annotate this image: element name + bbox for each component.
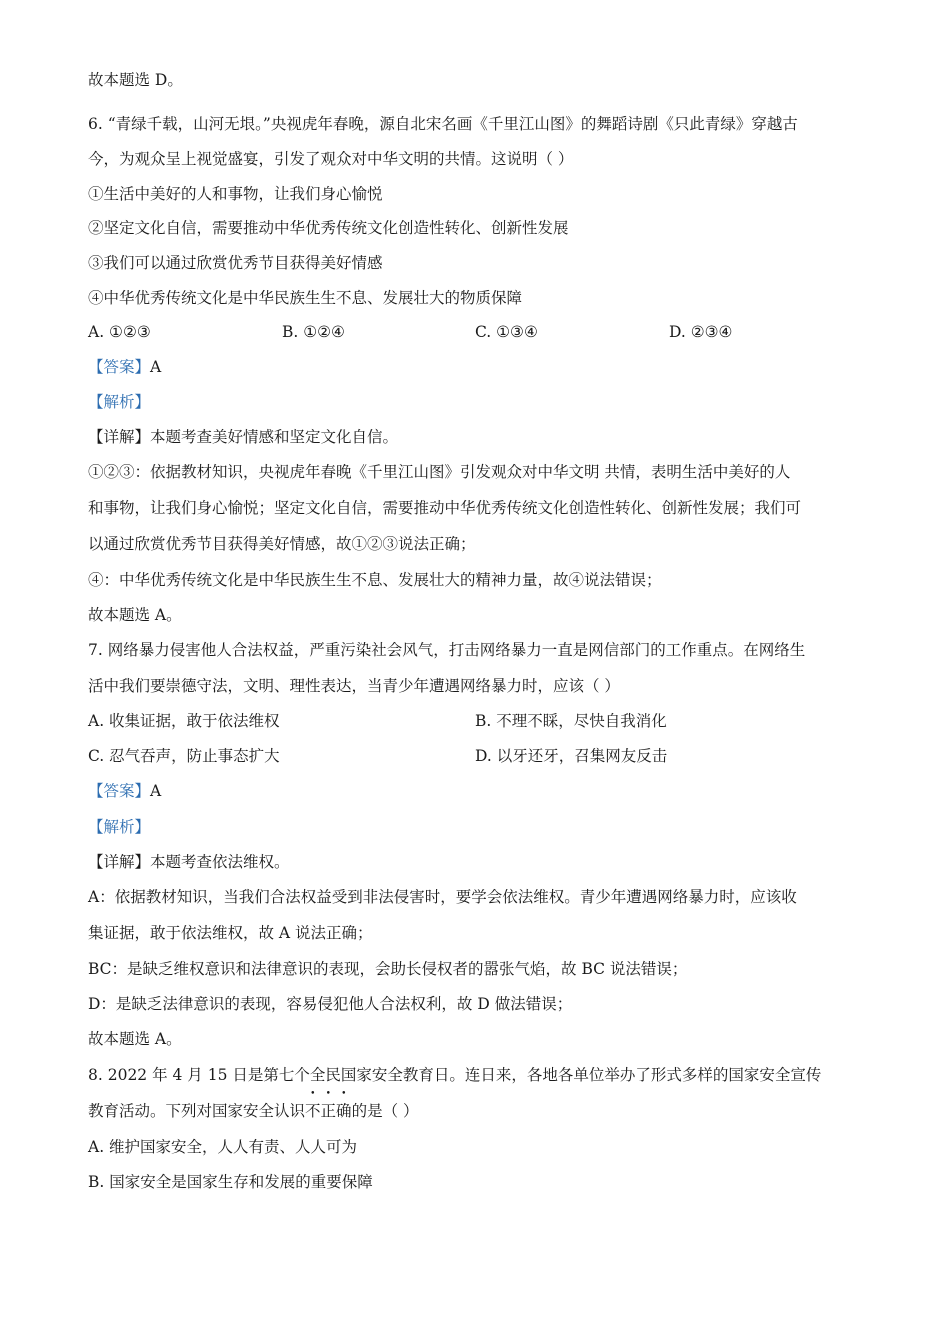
q7-detail-line: BC：是缺乏维权意识和法律意识的表现，会助长侵权者的嚣张气焰，故 BC 说法错误； bbox=[88, 960, 688, 978]
q6-answer bbox=[88, 357, 161, 377]
q6-statement-4: ④中华优秀传统文化是中华民族生生不息、发展壮大的物质保障 bbox=[88, 289, 523, 307]
q7-detail-line: 集证据，敢于依法维权，故 A 说法正确； bbox=[88, 924, 373, 942]
q8-stem-post: 的是（ ） bbox=[351, 1102, 419, 1120]
q6-stem-line1: 6. “青绿千载，山河无垠。”央视虎年春晚，源自北宋名画《千里江山图》的舞蹈诗剧《只此青绿》穿越古 bbox=[88, 115, 798, 133]
q7-option-b[interactable]: B. 不理不睬，尽快自我消化 bbox=[475, 712, 667, 730]
emphasis-char: 不 bbox=[305, 1102, 321, 1120]
q7-option-a[interactable]: A. 收集证据，敢于依法维权 bbox=[88, 712, 280, 730]
q7-detail-line: 故本题选 A。 bbox=[88, 1030, 182, 1048]
q7-option-c[interactable]: C. 忍气吞声，防止事态扩大 bbox=[88, 747, 280, 765]
q6-detail-line: 和事物，让我们身心愉悦；坚定文化自信，需要推动中华优秀传统文化创造性转化、创新性发展；我们可 bbox=[88, 499, 802, 517]
q8-option-b[interactable]: B. 国家安全是国家生存和发展的重要保障 bbox=[88, 1173, 373, 1191]
q6-option-a[interactable]: A. ①②③ bbox=[88, 323, 151, 341]
q6-option-d[interactable]: D. ②③④ bbox=[669, 323, 733, 341]
q8-option-a[interactable]: A. 维护国家安全，人人有责、人人可为 bbox=[88, 1138, 358, 1156]
q8-stem-line2 bbox=[88, 1101, 419, 1121]
q5-conclusion: 故本题选 D。 bbox=[88, 71, 183, 89]
detail-intro-text: 本题考查美好情感和坚定文化自信。 bbox=[150, 428, 399, 446]
document-page bbox=[88, 70, 863, 1191]
q7-detail-intro bbox=[88, 852, 290, 872]
detail-tag: 【详解】 bbox=[88, 853, 151, 871]
q6-detail-line: ①②③：依据教材知识，央视虎年春晚《千里江山图》引发观众对中华文明 共情，表明生活中美好的人 bbox=[88, 463, 791, 481]
answer-value: A bbox=[150, 782, 162, 800]
q7-analysis-tag: 【解析】 bbox=[88, 818, 151, 836]
q7-detail-line: A：依据教材知识，当我们合法权益受到非法侵害时，要学会依法维权。青少年遭遇网络暴力时，应该收 bbox=[88, 888, 797, 906]
q8-stem-pre: 教育活动。下列对国家安全认识 bbox=[88, 1102, 306, 1120]
q6-detail-intro bbox=[88, 427, 398, 447]
q6-detail-line: 以通过欣赏优秀节目获得美好情感，故①②③说法正确； bbox=[88, 535, 476, 553]
q6-options bbox=[88, 322, 863, 342]
q8-stem-line1: 8. 2022 年 4 月 15 日是第七个全民国家安全教育日。连日来，各地各单位举办了形式多样的国家安全宣传 bbox=[88, 1066, 822, 1084]
answer-tag: 【答案】 bbox=[88, 358, 151, 376]
q7-answer bbox=[88, 781, 161, 801]
q6-analysis-tag: 【解析】 bbox=[88, 393, 151, 411]
q7-detail-line: D：是缺乏法律意识的表现，容易侵犯他人合法权利，故 D 做法错误； bbox=[88, 995, 573, 1013]
q6-option-b[interactable]: B. ①②④ bbox=[282, 323, 345, 341]
q6-statement-1: ①生活中美好的人和事物，让我们身心愉悦 bbox=[88, 185, 383, 203]
q7-option-d[interactable]: D. 以牙还牙，召集网友反击 bbox=[475, 747, 668, 765]
answer-value: A bbox=[150, 358, 162, 376]
emphasis-char: 正 bbox=[320, 1102, 337, 1120]
q7-stem-line1: 7. 网络暴力侵害他人合法权益，严重污染社会风气，打击网络暴力一直是网信部门的工作重点。在网络生 bbox=[88, 641, 806, 659]
q6-stem-line2: 今，为观众呈上视觉盛宴，引发了观众对中华文明的共情。这说明（ ） bbox=[88, 150, 574, 168]
detail-tag: 【详解】 bbox=[88, 428, 151, 446]
answer-tag: 【答案】 bbox=[88, 782, 151, 800]
emphasis-char: 确 bbox=[336, 1102, 352, 1120]
q7-stem-line2: 活中我们要崇德守法，文明、理性表达，当青少年遭遇网络暴力时，应该（ ） bbox=[88, 677, 620, 695]
q6-detail-line: 故本题选 A。 bbox=[88, 606, 182, 624]
q6-option-c[interactable]: C. ①③④ bbox=[475, 323, 538, 341]
q6-detail-line: ④：中华优秀传统文化是中华民族生生不息、发展壮大的精神力量，故④说法错误； bbox=[88, 571, 662, 589]
q6-statement-2: ②坚定文化自信，需要推动中华优秀传统文化创造性转化、创新性发展 bbox=[88, 219, 569, 237]
q7-options-row2 bbox=[88, 746, 863, 766]
q6-statement-3: ③我们可以通过欣赏优秀节目获得美好情感 bbox=[88, 254, 383, 272]
detail-intro-text: 本题考查依法维权。 bbox=[150, 853, 290, 871]
q7-options-row1 bbox=[88, 711, 863, 731]
